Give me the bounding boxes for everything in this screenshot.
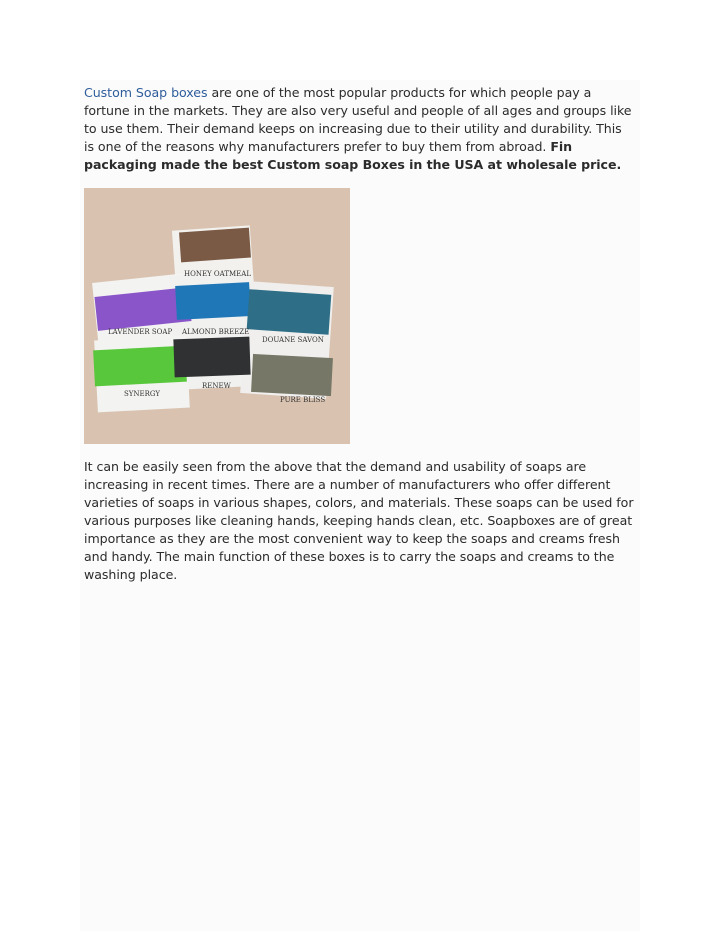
- box-label-pure-bliss: PURE BLISS: [280, 396, 326, 404]
- soap-boxes-photo: [84, 188, 350, 444]
- box-label-synergy: SYNERGY: [124, 390, 161, 398]
- document-content: [84, 84, 634, 584]
- body-paragraph: It can be easily seen from the above that the demand and usability of soaps are increasing in recent times. There are a number of manufacturers who offer different varieties of soaps in various shapes, colors, and materials. These soaps can be used for various purposes like cleaning hands, keeping hands clean, etc. Soapboxes are of great importance as they are the most convenient way to keep the soaps and creams fresh and handy. The main function of these boxes is to carry the soaps and creams to the washing place.: [84, 459, 634, 582]
- box-label-lavender-soap: LAVENDER SOAP: [108, 328, 173, 336]
- custom-soap-boxes-link[interactable]: Custom Soap boxes: [84, 85, 208, 100]
- intro-bold-text: Fin packaging made the best Custom soap Boxes in the USA at wholesale price.: [84, 139, 622, 172]
- box-label-douane-savon: DOUANE SAVON: [262, 336, 324, 344]
- box-label-renew: RENEW: [202, 382, 231, 390]
- intro-text: are one of the most popular products for which people pay a fortune in the markets. They are also very useful and people of all ages and groups like to use them. Their demand keeps on increasing due to their utility and durability. This is one of the reasons why manufacturers prefer to buy them from abroad.: [84, 85, 632, 154]
- box-label-honey-oatmeal: HONEY OATMEAL: [184, 270, 251, 278]
- soap-boxes-illustration: [84, 188, 350, 444]
- box-label-almond-breeze: ALMOND BREEZE: [182, 328, 250, 336]
- intro-paragraph: [84, 84, 634, 174]
